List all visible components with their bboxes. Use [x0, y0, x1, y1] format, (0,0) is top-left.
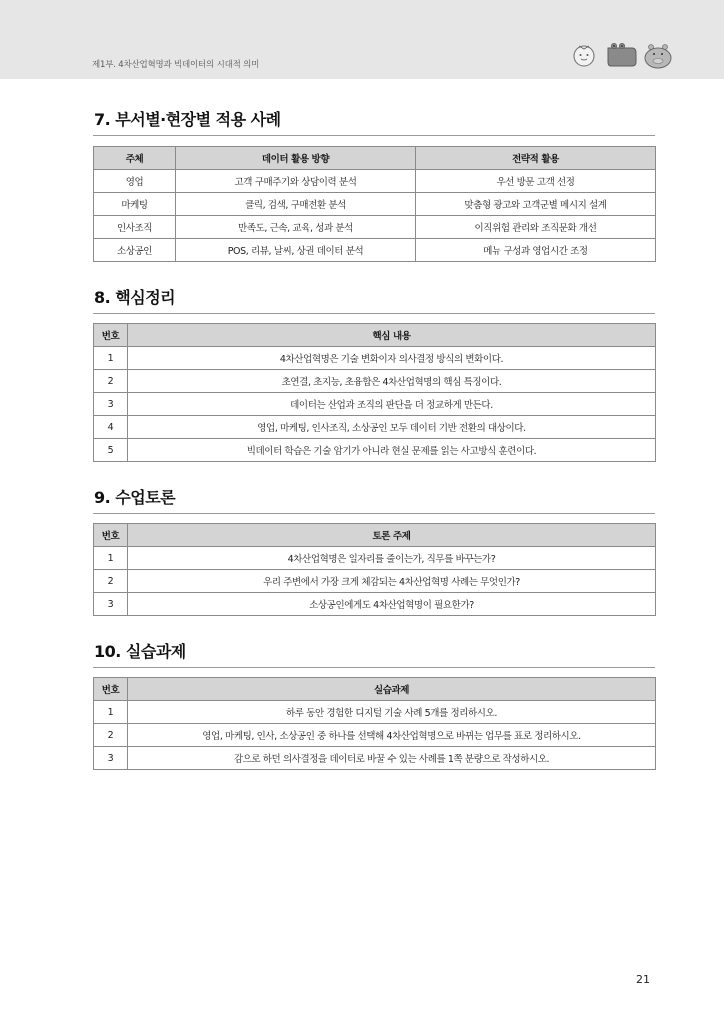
- table-header-row: [94, 324, 656, 347]
- table-cell: 우리 주변에서 가장 크게 체감되는 4차산업혁명 사례는 무엇인가?: [128, 570, 656, 593]
- table-cell: 1: [94, 547, 128, 570]
- section-title: 10. 실습과제: [93, 642, 655, 668]
- table-row: [94, 347, 656, 370]
- department-cases-table: [93, 146, 656, 262]
- table-cell: 데이터는 산업과 조직의 판단을 더 정교하게 만든다.: [128, 393, 656, 416]
- table-row: [94, 570, 656, 593]
- table-cell: 빅데이터 학습은 기술 암기가 아니라 현실 문제를 읽는 사고방식 훈련이다.: [128, 439, 656, 462]
- column-header: 토론 주제: [128, 524, 656, 547]
- table-cell: 영업, 마케팅, 인사조직, 소상공인 모두 데이터 기반 전환의 대상이다.: [128, 416, 656, 439]
- table-cell: 2: [94, 370, 128, 393]
- table-cell: POS, 리뷰, 날씨, 상권 데이터 분석: [176, 239, 416, 262]
- table-cell: 3: [94, 747, 128, 770]
- column-header: 핵심 내용: [128, 324, 656, 347]
- table-cell: 클릭, 검색, 구매전환 분석: [176, 193, 416, 216]
- column-header: 번호: [94, 324, 128, 347]
- table-row: [94, 170, 656, 193]
- table-cell: 4: [94, 416, 128, 439]
- table-cell: 2: [94, 724, 128, 747]
- table-row: [94, 724, 656, 747]
- column-header: 번호: [94, 524, 128, 547]
- table-cell: 5: [94, 439, 128, 462]
- table-cell: 1: [94, 701, 128, 724]
- table-cell: 메뉴 구성과 영업시간 조정: [416, 239, 656, 262]
- crocodile-mascot-icon: [608, 43, 636, 66]
- table-cell: 마케팅: [94, 193, 176, 216]
- page-number: 21: [636, 973, 650, 986]
- table-cell: 초연결, 초지능, 초융합은 4차산업혁명의 핵심 특징이다.: [128, 370, 656, 393]
- table-cell: 고객 구매주기와 상담이력 분석: [176, 170, 416, 193]
- mascot-illustrations: [570, 36, 676, 70]
- table-cell: 소상공인: [94, 239, 176, 262]
- section-title: 8. 핵심정리: [93, 288, 655, 314]
- table-cell: 이직위험 관리와 조직문화 개선: [416, 216, 656, 239]
- hippo-mascot-icon: [645, 45, 671, 68]
- key-summary-table: [93, 323, 656, 462]
- tomato-mascot-icon: [574, 46, 594, 66]
- column-header: 데이터 활용 방향: [176, 147, 416, 170]
- table-cell: 소상공인에게도 4차산업혁명이 필요한가?: [128, 593, 656, 616]
- table-cell: 2: [94, 570, 128, 593]
- table-cell: 영업, 마케팅, 인사, 소상공인 중 하나를 선택해 4차산업혁명으로 바뀌는 업무를 표로 정리하시오.: [128, 724, 656, 747]
- running-head: 제1부. 4차산업혁명과 빅데이터의 시대적 의미: [92, 60, 260, 70]
- table-header-row: [94, 147, 656, 170]
- table-cell: 4차산업혁명은 일자리를 줄이는가, 직무를 바꾸는가?: [128, 547, 656, 570]
- table-cell: 하루 동안 경험한 디지털 기술 사례 5개를 정리하시오.: [128, 701, 656, 724]
- table-header-row: [94, 524, 656, 547]
- table-row: [94, 416, 656, 439]
- section-9: [93, 488, 655, 616]
- table-cell: 1: [94, 347, 128, 370]
- table-row: [94, 439, 656, 462]
- table-row: [94, 547, 656, 570]
- table-cell: 맞춤형 광고와 고객군별 메시지 설계: [416, 193, 656, 216]
- table-cell: 감으로 하던 의사결정을 데이터로 바꿀 수 있는 사례를 1쪽 분량으로 작성하시오.: [128, 747, 656, 770]
- table-cell: 3: [94, 393, 128, 416]
- column-header: 실습과제: [128, 678, 656, 701]
- table-cell: 영업: [94, 170, 176, 193]
- table-cell: 만족도, 근속, 교육, 성과 분석: [176, 216, 416, 239]
- table-row: [94, 701, 656, 724]
- discussion-topics-table: [93, 523, 656, 616]
- table-row: [94, 393, 656, 416]
- column-header: 번호: [94, 678, 128, 701]
- table-cell: 우선 방문 고객 선정: [416, 170, 656, 193]
- section-title: 7. 부서별·현장별 적용 사례: [93, 110, 655, 136]
- table-row: [94, 370, 656, 393]
- table-row: [94, 216, 656, 239]
- column-header: 전략적 활용: [416, 147, 656, 170]
- practice-assignments-table: [93, 677, 656, 770]
- table-row: [94, 193, 656, 216]
- section-7: [93, 110, 655, 262]
- table-row: [94, 239, 656, 262]
- section-10: [93, 642, 655, 770]
- table-cell: 4차산업혁명은 기술 변화이자 의사결정 방식의 변화이다.: [128, 347, 656, 370]
- table-row: [94, 747, 656, 770]
- column-header: 주체: [94, 147, 176, 170]
- section-title: 9. 수업토론: [93, 488, 655, 514]
- table-row: [94, 593, 656, 616]
- table-header-row: [94, 678, 656, 701]
- table-cell: 인사조직: [94, 216, 176, 239]
- section-8: [93, 288, 655, 462]
- table-cell: 3: [94, 593, 128, 616]
